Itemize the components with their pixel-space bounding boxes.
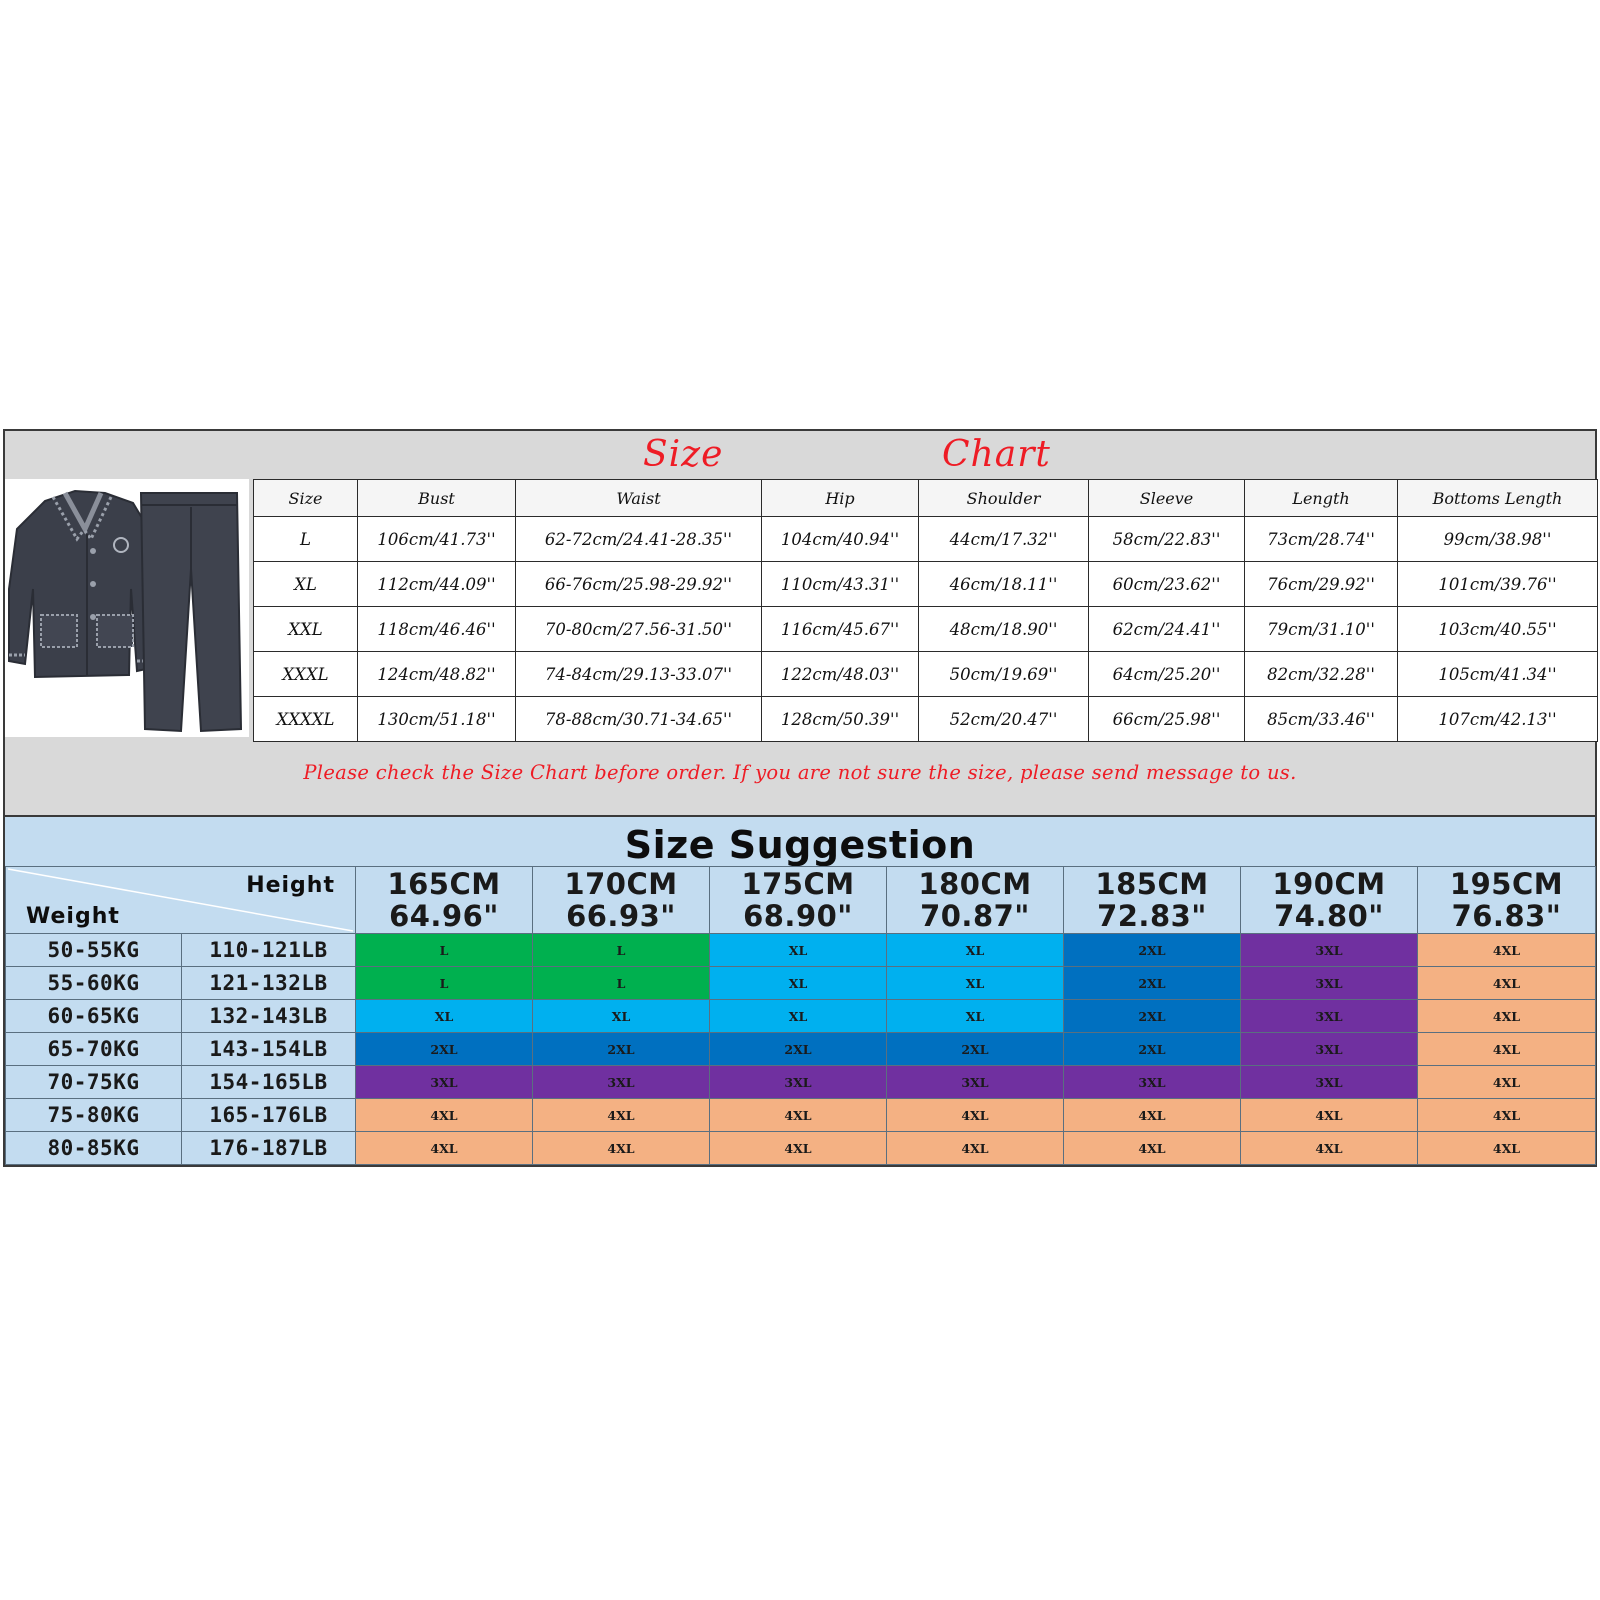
height-column-header xyxy=(887,867,1064,934)
suggested-size-cell: 4XL xyxy=(1418,1033,1596,1066)
column-header: Size xyxy=(254,480,358,517)
suggested-size-cell: 3XL xyxy=(710,1066,887,1099)
height-column-header xyxy=(533,867,710,934)
height-header-row xyxy=(6,867,1596,934)
size-chart-title-chart: Chart xyxy=(942,434,1051,475)
suggested-size-cell: 4XL xyxy=(1241,1099,1418,1132)
size-chart-row xyxy=(254,697,1598,742)
suggested-size-cell: 4XL xyxy=(887,1132,1064,1165)
size-chart-header-row xyxy=(254,480,1598,517)
size-suggestion-table xyxy=(5,866,1596,1165)
measurement-cell: 99cm/38.98'' xyxy=(1398,517,1598,562)
height-inches: 70.87" xyxy=(920,899,1030,933)
weight-lb: 176-187LB xyxy=(182,1132,356,1165)
measurement-cell: 122cm/48.03'' xyxy=(762,652,919,697)
height-inches: 68.90" xyxy=(743,899,853,933)
column-header: Waist xyxy=(516,480,762,517)
height-inches: 74.80" xyxy=(1274,899,1384,933)
measurement-cell: 128cm/50.39'' xyxy=(762,697,919,742)
suggested-size-cell: 4XL xyxy=(1418,1000,1596,1033)
size-chart-title-size: Size xyxy=(643,434,724,475)
suggested-size-cell: XL xyxy=(533,1000,710,1033)
suggested-size-cell: 4XL xyxy=(710,1099,887,1132)
suggested-size-cell: 4XL xyxy=(1241,1132,1418,1165)
suggested-size-cell: 3XL xyxy=(1241,967,1418,1000)
height-column-header xyxy=(356,867,533,934)
suggested-size-cell: 4XL xyxy=(1418,934,1596,967)
suggested-size-cell: L xyxy=(356,934,533,967)
suggested-size-cell: 4XL xyxy=(887,1099,1064,1132)
suggested-size-cell: XL xyxy=(710,934,887,967)
size-chart-row xyxy=(254,652,1598,697)
suggested-size-cell: 2XL xyxy=(710,1033,887,1066)
measurement-cell: 52cm/20.47'' xyxy=(919,697,1089,742)
measurement-cell: 46cm/18.11'' xyxy=(919,562,1089,607)
measurement-cell: 110cm/43.31'' xyxy=(762,562,919,607)
height-cm: 185CM xyxy=(1095,867,1209,901)
measurement-cell: 104cm/40.94'' xyxy=(762,517,919,562)
weight-row xyxy=(6,934,1596,967)
size-chart-row xyxy=(254,562,1598,607)
measurement-cell: 62-72cm/24.41-28.35'' xyxy=(516,517,762,562)
weight-row xyxy=(6,1033,1596,1066)
pajama-set-icon xyxy=(5,479,249,737)
measurement-cell: 130cm/51.18'' xyxy=(358,697,516,742)
suggested-size-cell: 4XL xyxy=(356,1132,533,1165)
suggested-size-cell: L xyxy=(356,967,533,1000)
suggested-size-cell: L xyxy=(533,934,710,967)
weight-row xyxy=(6,1099,1596,1132)
suggested-size-cell: 4XL xyxy=(533,1132,710,1165)
height-inches: 72.83" xyxy=(1097,899,1207,933)
size-suggestion-panel xyxy=(3,817,1597,1167)
weight-lb: 132-143LB xyxy=(182,1000,356,1033)
measurement-cell: 62cm/24.41'' xyxy=(1089,607,1245,652)
suggested-size-cell: L xyxy=(533,967,710,1000)
column-header: Hip xyxy=(762,480,919,517)
size-label-cell: XL xyxy=(254,562,358,607)
suggested-size-cell: 3XL xyxy=(1241,934,1418,967)
weight-row xyxy=(6,967,1596,1000)
suggested-size-cell: 3XL xyxy=(887,1066,1064,1099)
weight-kg: 50-55KG xyxy=(6,934,182,967)
suggested-size-cell: 3XL xyxy=(1064,1066,1241,1099)
column-header: Bust xyxy=(358,480,516,517)
height-column-header xyxy=(1241,867,1418,934)
measurement-cell: 66cm/25.98'' xyxy=(1089,697,1245,742)
suggested-size-cell: 2XL xyxy=(887,1033,1064,1066)
suggested-size-cell: 2XL xyxy=(1064,1033,1241,1066)
suggested-size-cell: 2XL xyxy=(1064,1000,1241,1033)
height-inches: 66.93" xyxy=(566,899,676,933)
weight-row xyxy=(6,1066,1596,1099)
height-inches: 64.96" xyxy=(389,899,499,933)
measurement-cell: 48cm/18.90'' xyxy=(919,607,1089,652)
suggested-size-cell: 3XL xyxy=(1241,1000,1418,1033)
column-header: Length xyxy=(1245,480,1398,517)
suggested-size-cell: 4XL xyxy=(1418,1132,1596,1165)
size-chart-note: Please check the Size Chart before order. If you are not sure the size, please send message to us. xyxy=(303,761,1297,784)
weight-row xyxy=(6,1000,1596,1033)
suggested-size-cell: 2XL xyxy=(533,1033,710,1066)
height-column-header xyxy=(1064,867,1241,934)
suggested-size-cell: 4XL xyxy=(1064,1132,1241,1165)
height-cm: 180CM xyxy=(918,867,1032,901)
suggested-size-cell: 3XL xyxy=(533,1066,710,1099)
measurement-cell: 60cm/23.62'' xyxy=(1089,562,1245,607)
weight-lb: 165-176LB xyxy=(182,1099,356,1132)
measurement-cell: 58cm/22.83'' xyxy=(1089,517,1245,562)
column-header: Sleeve xyxy=(1089,480,1245,517)
height-inches: 76.83" xyxy=(1451,899,1562,933)
weight-lb: 121-132LB xyxy=(182,967,356,1000)
product-image xyxy=(5,479,249,737)
suggested-size-cell: XL xyxy=(710,967,887,1000)
suggested-size-cell: 4XL xyxy=(356,1099,533,1132)
height-label: Height xyxy=(246,873,335,898)
suggested-size-cell: 3XL xyxy=(1241,1066,1418,1099)
size-suggestion-title: Size Suggestion xyxy=(624,823,976,867)
height-cm: 175CM xyxy=(741,867,855,901)
suggested-size-cell: 2XL xyxy=(1064,934,1241,967)
measurement-cell: 101cm/39.76'' xyxy=(1398,562,1598,607)
suggested-size-cell: XL xyxy=(356,1000,533,1033)
measurement-cell: 66-76cm/25.98-29.92'' xyxy=(516,562,762,607)
size-label-cell: XXL xyxy=(254,607,358,652)
suggested-size-cell: 3XL xyxy=(356,1066,533,1099)
size-label-cell: XXXXL xyxy=(254,697,358,742)
height-cm: 170CM xyxy=(564,867,678,901)
suggested-size-cell: 3XL xyxy=(1241,1033,1418,1066)
size-chart-row xyxy=(254,517,1598,562)
measurement-cell: 85cm/33.46'' xyxy=(1245,697,1398,742)
measurement-cell: 82cm/32.28'' xyxy=(1245,652,1398,697)
column-header: Shoulder xyxy=(919,480,1089,517)
size-label-cell: XXXL xyxy=(254,652,358,697)
suggested-size-cell: XL xyxy=(710,1000,887,1033)
size-label-cell: L xyxy=(254,517,358,562)
measurement-cell: 76cm/29.92'' xyxy=(1245,562,1398,607)
measurement-cell: 64cm/25.20'' xyxy=(1089,652,1245,697)
suggested-size-cell: 4XL xyxy=(1064,1099,1241,1132)
measurement-cell: 118cm/46.46'' xyxy=(358,607,516,652)
measurement-cell: 79cm/31.10'' xyxy=(1245,607,1398,652)
height-column-header xyxy=(1418,867,1596,934)
weight-kg: 60-65KG xyxy=(6,1000,182,1033)
size-chart-panel xyxy=(3,429,1597,817)
suggested-size-cell: 2XL xyxy=(356,1033,533,1066)
weight-kg: 65-70KG xyxy=(6,1033,182,1066)
measurement-cell: 116cm/45.67'' xyxy=(762,607,919,652)
weight-row xyxy=(6,1132,1596,1165)
measurement-cell: 50cm/19.69'' xyxy=(919,652,1089,697)
size-chart-row xyxy=(254,607,1598,652)
height-cm: 190CM xyxy=(1272,867,1386,901)
measurement-cell: 74-84cm/29.13-33.07'' xyxy=(516,652,762,697)
weight-kg: 70-75KG xyxy=(6,1066,182,1099)
suggested-size-cell: XL xyxy=(887,967,1064,1000)
suggested-size-cell: 2XL xyxy=(1064,967,1241,1000)
weight-lb: 110-121LB xyxy=(182,934,356,967)
weight-lb: 154-165LB xyxy=(182,1066,356,1099)
measurement-cell: 73cm/28.74'' xyxy=(1245,517,1398,562)
height-weight-corner xyxy=(6,867,356,934)
column-header: Bottoms Length xyxy=(1398,480,1598,517)
measurement-cell: 44cm/17.32'' xyxy=(919,517,1089,562)
suggested-size-cell: XL xyxy=(887,1000,1064,1033)
size-chart-table xyxy=(253,479,1598,742)
measurement-cell: 70-80cm/27.56-31.50'' xyxy=(516,607,762,652)
measurement-cell: 107cm/42.13'' xyxy=(1398,697,1598,742)
measurement-cell: 105cm/41.34'' xyxy=(1398,652,1598,697)
measurement-cell: 112cm/44.09'' xyxy=(358,562,516,607)
size-chart-title xyxy=(5,431,1595,479)
height-cm: 195CM xyxy=(1449,867,1564,901)
height-cm: 165CM xyxy=(387,867,501,901)
weight-lb: 143-154LB xyxy=(182,1033,356,1066)
suggested-size-cell: 4XL xyxy=(533,1099,710,1132)
measurement-cell: 124cm/48.82'' xyxy=(358,652,516,697)
weight-kg: 75-80KG xyxy=(6,1099,182,1132)
height-column-header xyxy=(710,867,887,934)
weight-label: Weight xyxy=(26,904,120,929)
suggested-size-cell: 4XL xyxy=(710,1132,887,1165)
measurement-cell: 78-88cm/30.71-34.65'' xyxy=(516,697,762,742)
suggested-size-cell: XL xyxy=(887,934,1064,967)
weight-kg: 80-85KG xyxy=(6,1132,182,1165)
suggested-size-cell: 4XL xyxy=(1418,1066,1596,1099)
weight-kg: 55-60KG xyxy=(6,967,182,1000)
measurement-cell: 106cm/41.73'' xyxy=(358,517,516,562)
measurement-cell: 103cm/40.55'' xyxy=(1398,607,1598,652)
suggested-size-cell: 4XL xyxy=(1418,967,1596,1000)
suggested-size-cell: 4XL xyxy=(1418,1099,1596,1132)
